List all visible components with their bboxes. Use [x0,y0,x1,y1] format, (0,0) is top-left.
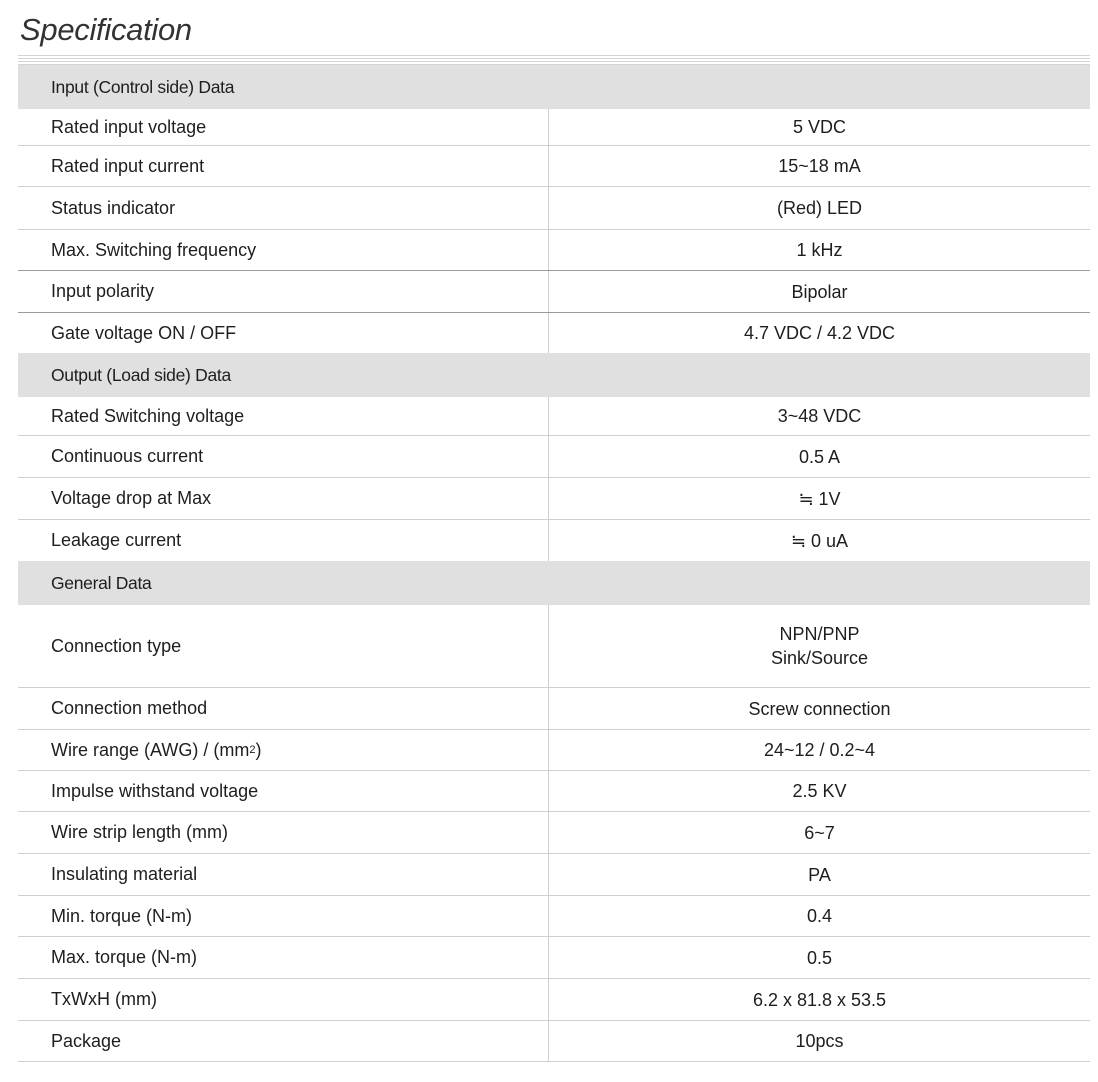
table-row [18,812,1090,854]
table-row [18,187,1090,230]
row-label: Connection type [18,605,549,687]
section-header-general: General Data [18,561,1090,605]
row-label: Rated input voltage [18,109,549,145]
table-row [18,520,1090,561]
spec-table [18,65,1090,1062]
row-value: Screw connection [748,698,891,719]
row-value: 6.2 x 81.8 x 53.5 [752,989,887,1010]
row-value: Bipolar [791,281,848,302]
row-value: 4.7 VDC / 4.2 VDC [743,323,896,343]
row-value: 10pcs [795,1031,844,1051]
row-label: Gate voltage ON / OFF [18,313,549,353]
section-header-output: Output (Load side) Data [18,353,1090,397]
row-label-text: Wire range (AWG) / (mm [51,739,250,760]
row-value: ≒ 0 uA [790,530,849,551]
row-label: Max. torque (N-m) [18,937,549,978]
row-label: Input polarity [18,271,549,312]
row-value: 2.5 KV [792,781,847,801]
row-value [549,605,1090,687]
section-header-input: Input (Control side) Data [18,65,1090,109]
table-row [18,605,1090,688]
table-row [18,896,1090,937]
row-label: Status indicator [18,187,549,229]
row-label-end: ) [255,739,262,760]
table-row [18,979,1090,1021]
row-label: Package [18,1021,549,1061]
row-label: TxWxH (mm) [18,979,549,1020]
table-row [18,771,1090,812]
table-row [18,436,1090,478]
row-label: Rated Switching voltage [18,397,549,435]
row-value-line: Sink/Source [770,648,869,668]
row-label: Leakage current [18,520,549,561]
table-row [18,230,1090,271]
row-value: 6~7 [804,822,835,843]
row-label: Min. torque (N-m) [18,896,549,936]
row-value: 3~48 VDC [777,406,862,426]
row-value: 15~18 mA [778,156,861,176]
table-row [18,854,1090,896]
row-label: Wire range (AWG) / (mm 2 ) [18,730,549,770]
table-row [18,271,1090,313]
row-label: Connection method [18,688,549,729]
row-label: Max. Switching frequency [18,230,549,270]
row-value: 1 kHz [796,240,843,260]
table-row [18,478,1090,520]
row-value: 0.5 A [798,446,841,467]
title-divider [18,53,1090,65]
table-row [18,937,1090,979]
row-value: 0.4 [806,906,833,926]
row-label: Rated input current [18,146,549,186]
row-label: Insulating material [18,854,549,895]
table-row [18,688,1090,730]
table-row [18,109,1090,146]
table-row [18,1021,1090,1062]
table-row [18,313,1090,353]
row-label: Voltage drop at Max [18,478,549,519]
row-value-line: NPN/PNP [779,624,860,644]
table-row [18,397,1090,436]
row-label: Impulse withstand voltage [18,771,549,811]
table-row [18,146,1090,187]
row-label: Wire strip length (mm) [18,812,549,853]
row-value: ≒ 1V [798,488,841,509]
row-value: PA [808,864,831,885]
row-value: (Red) LED [776,198,863,218]
row-value: 5 VDC [792,117,846,137]
table-row [18,730,1090,771]
row-value: 0.5 [806,947,833,968]
row-label: Continuous current [18,436,549,477]
page-title: Specification [20,12,192,47]
row-value: 24~12 / 0.2~4 [763,740,876,760]
